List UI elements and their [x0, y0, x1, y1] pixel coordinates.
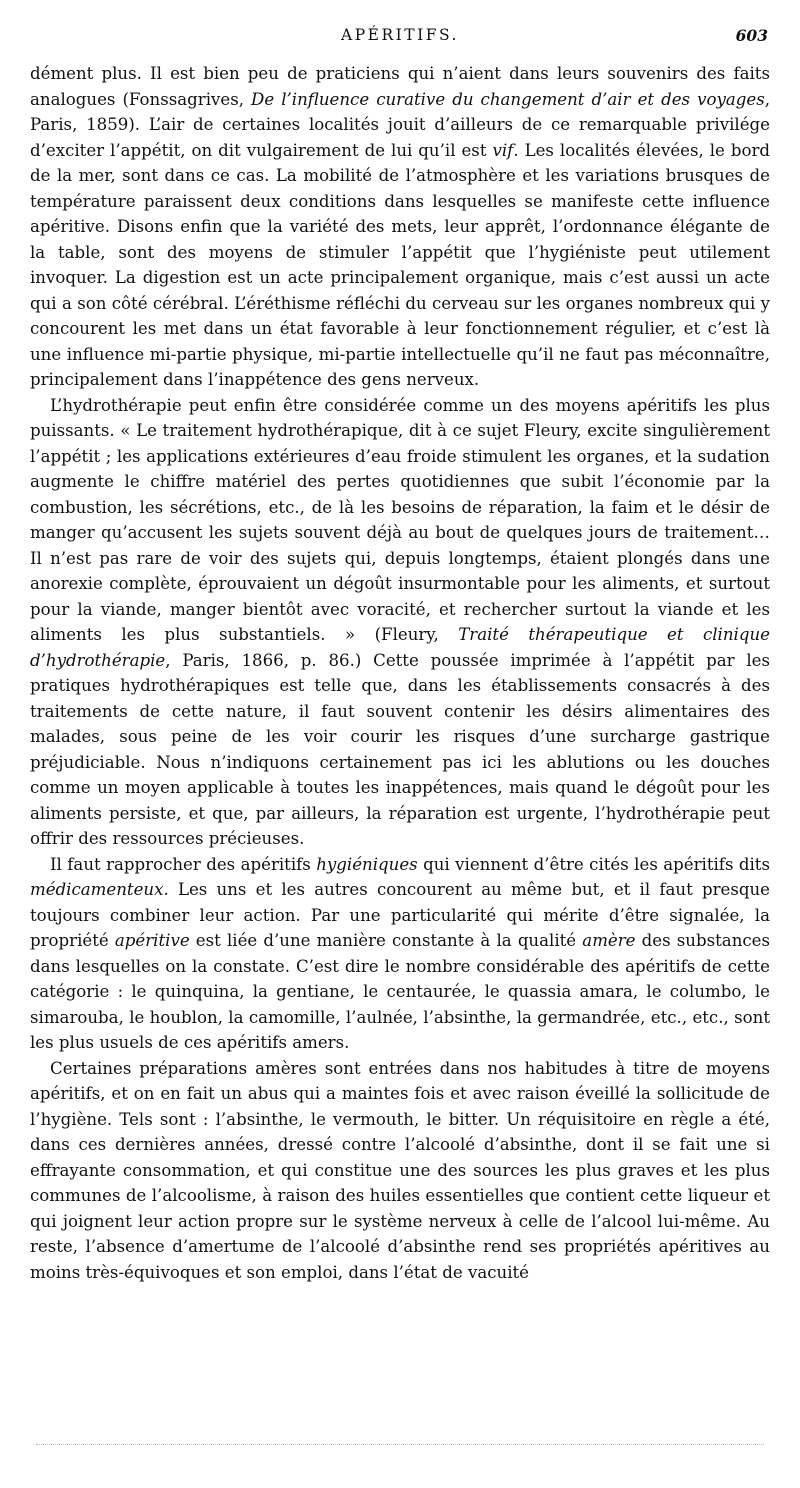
text-run: , Paris, 1859). L’air de certaines localités jouit d’ailleurs de ce remarquable privilége d’exciter l’appétit, on dit vulgairement de lui qu’il est — [30, 89, 770, 160]
italic-run: Traité thérapeutique et clinique d’hydrothérapie — [30, 625, 770, 670]
text-run: Certaines préparations amères sont entrées dans nos habitudes à titre de moyens apéritifs, et on en fait un abus qui a maintes fois et avec raison éveillé la sollicitude de l’hygiène. Tels sont : l’absinthe, le vermouth, le bitter. Un réquisitoire en règle a été, dans ces dernières années, dressé contre l’alcoolé d’absinthe, dont il se fait une si effrayante consommation, et qui constitue une des sources les plus graves et les plus communes de l’alcoolisme, à raison des huiles essentielles que contient cette liqueur et qui joignent leur action propre sur le système nerveux à celle de l’alcool lui-même. Au reste, l’absence d’amertume de l’alcoolé d’absinthe rend ses propriétés apéritives au moins très-équivoques et son emploi, dans l’état de vacuité — [30, 1058, 770, 1282]
paragraph — [30, 852, 770, 1056]
text-run: . Les uns et les autres concourent au même but, et il faut presque toujours combiner leur action. Par une particularité qui mérite d’être signalée, la propriété — [30, 880, 770, 950]
body-text — [30, 61, 770, 1285]
text-run: des substances dans lesquelles on la constate. C’est dire le nombre considérable des apéritifs de cette catégorie : le quinquina, la gentiane, le centaurée, le quassia amara, le columbo, le simarouba, le houblon, la camomille, l’aulnée, l’absinthe, la germandrée, etc., etc., sont les plus usuels de ces apéritifs amers. — [30, 931, 771, 1052]
running-title: APÉRITIFS. — [341, 26, 459, 44]
page-number: 603 — [735, 26, 768, 45]
italic-run: médicamenteux — [30, 880, 164, 899]
paragraph — [30, 393, 770, 852]
document-page — [30, 26, 770, 1285]
footer-rule — [36, 1444, 764, 1445]
text-run: L’hydrothérapie peut enfin être considérée comme un des moyens apéritifs les plus puissants. « Le traitement hydrothérapique, dit à ce sujet Fleury, excite singulièrement l’appétit ; les applications extérieures d’eau froide stimulent les organes, et la sudation augmente le chiffre matériel des pertes quotidiennes que subit l’économie par la combustion, les sécrétions, etc., de là les besoins de réparation, la faim et le désir de manger qu’accusent les sujets souvent déjà au bout de quelques jours de traitement… Il n’est pas rare de voir des sujets qui, depuis longtemps, étaient plongés dans une anorexie complète, éprouvaient un dégoût insurmontable pour les aliments, et surtout pour la viande, manger bientôt avec voracité, et rechercher surtout la viande et les aliments les plus substantiels. » (Fleury, — [30, 395, 770, 644]
italic-run: De l’influence curative du changement d’air et des voyages — [251, 89, 765, 109]
italic-run: apéritive — [114, 931, 190, 950]
text-run: . Les localités élevées, le bord de la mer, sont dans ce cas. La mobilité de l’atmosphère et les variations brusques de température paraissent deux conditions dans lesquelles se manifeste cette influence apéritive. Disons enfin que la variété des mets, leur apprêt, l’ordonnance élégante de la table, sont des moyens de stimuler l’appétit que l’hygiéniste peut utilement invoquer. La digestion est un acte principalement organique, mais c’est aussi un acte qui a son côté cérébral. L’éréthisme réfléchi du cerveau sur les organes nombreux qui y concourent les met dans un état favorable à leur fonctionnement régulier, et c’est là une influence mi-partie physique, mi-partie intellectuelle qu’il ne faut pas méconnaître, principalement dans l’inappétence des gens nerveux. — [30, 140, 771, 389]
italic-run: vif — [492, 140, 514, 160]
paragraph — [30, 1056, 770, 1286]
text-run: Il faut rapprocher des apéritifs — [50, 854, 317, 874]
italic-run: hygiéniques — [316, 854, 418, 874]
text-run: , Paris, 1866, p. 86.) Cette poussée imprimée à l’appétit par les pratiques hydrothérapiques est telle que, dans les établissements consacrés à des traitements de cette nature, il faut souvent contenir les désirs alimentaires des malades, sous peine de les voir courir les risques d’une surcharge gastrique préjudiciable. Nous n’indiquons certainement pas ici les ablutions ou les douches comme un moyen applicable à toutes les inappétences, mais quand le dégoût pour les aliments persiste, et que, par ailleurs, la réparation est urgente, l’hydrothérapie peut offrir des ressources précieuses. — [30, 650, 770, 848]
paragraph — [30, 61, 770, 393]
running-head — [30, 26, 770, 48]
text-run: est liée d’une manière constante à la qualité — [189, 931, 583, 950]
text-run: dément plus. Il est bien peu de praticiens qui n’aient dans leurs souvenirs des faits analogues (Fonssagrives, — [30, 64, 770, 109]
text-run: qui viennent d’être cités les apéritifs dits — [417, 854, 770, 874]
italic-run: amère — [582, 931, 636, 950]
